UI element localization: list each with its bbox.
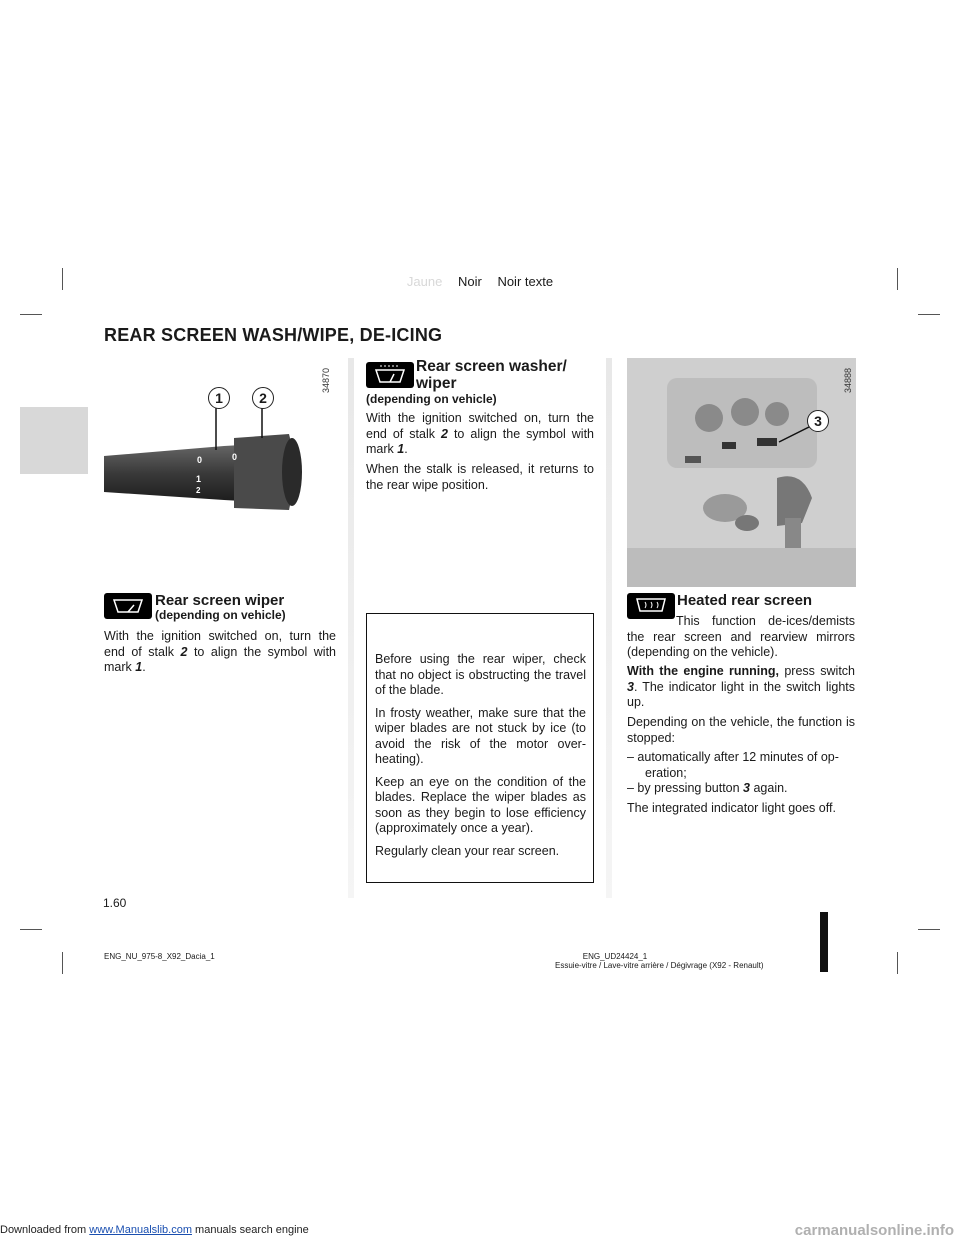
- column-separator: [348, 358, 354, 898]
- rear-washer-paragraph-1: With the ignition switched on, turn the end of stalk 2 to align the symbol with mark 1.: [366, 411, 594, 456]
- rear-wiper-paragraph: With the ignition switched on, turn the end of stalk 2 to align the symbol with mark 1.: [104, 629, 336, 674]
- color-label-noir: Noir: [457, 274, 482, 289]
- thumb-index-bar: [820, 912, 828, 972]
- rear-washer-symbol: [366, 362, 414, 388]
- rear-washer-subheading: (depending on vehicle): [366, 392, 497, 406]
- stalk-mark-2: 2: [196, 486, 201, 495]
- crop-mark: [897, 952, 898, 974]
- note-paragraph-3: Keep an eye on the condition of the blades. Replace the wiper blades as soon as they begin to lose efficiency (approximately once a year).: [375, 774, 586, 835]
- footer-section-desc: Essuie-vitre / Lave-vitre arrière / Dégivrage (X92 - Renault): [555, 961, 764, 970]
- note-paragraph-2: In frosty weather, make sure that the wiper blades are not stuck by ice (to avoid the risk of the motor over-heating).: [375, 705, 586, 766]
- footer-section-id: ENG_UD24424_1: [582, 952, 648, 961]
- heated-paragraph-3: Depending on the vehicle, the function is stopped:: [627, 715, 855, 745]
- crop-mark: [918, 929, 940, 930]
- stalk-mark-0: 0: [197, 455, 203, 465]
- dashboard-photo: [627, 358, 856, 587]
- page-number: 1.60: [103, 896, 127, 910]
- crop-mark: [20, 929, 42, 930]
- watermark: carmanualsonline.info: [794, 1222, 954, 1239]
- heated-paragraph-4: The integrated indicator light goes off.: [627, 801, 836, 815]
- manualslib-link[interactable]: www.Manualslib.com: [89, 1224, 192, 1236]
- footer-section-code: [555, 952, 764, 970]
- stalk-mark-1: 1: [196, 474, 202, 484]
- heated-paragraph-2: With the engine running, press switch 3. The indicator light in the switch lights up.: [627, 664, 855, 709]
- print-color-labels: [0, 274, 960, 289]
- download-footer: Downloaded from www.Manualslib.com manuals search engine: [0, 1224, 309, 1236]
- callout-1: 1: [208, 387, 230, 409]
- rear-washer-heading: Rear screen washer/ wiper: [416, 358, 567, 392]
- rear-wiper-subheading: (depending on vehicle): [155, 608, 286, 622]
- heated-rear-screen-heading: Heated rear screen: [677, 592, 813, 609]
- callout-2: 2: [252, 387, 274, 409]
- crop-mark: [918, 314, 940, 315]
- dashboard-drawing: [627, 358, 856, 587]
- column-separator: [606, 358, 612, 898]
- note-paragraph-4: Regularly clean your rear screen.: [375, 843, 560, 858]
- photo-id-right: 34888: [843, 367, 853, 393]
- crop-mark: [20, 314, 42, 315]
- rear-wiper-symbol: [104, 593, 152, 619]
- callout-3: 3: [807, 410, 829, 432]
- warning-note-box: [366, 613, 594, 883]
- rear-wiper-heading: Rear screen wiper: [155, 592, 285, 609]
- heated-intro-paragraph: This function de-ices/demists the rear screen and rearview mirrors (depending on the vehicle).: [627, 614, 855, 659]
- crop-mark: [62, 952, 63, 974]
- photo-id-left: 34870: [321, 367, 331, 393]
- stalk-mark-0b: 0: [232, 452, 238, 462]
- rear-wiper-icon: [104, 593, 152, 619]
- note-paragraph-1: Before using the rear wiper, check that no object is obstructing the travel of the blade.: [375, 652, 586, 697]
- color-label-jaune: Jaune: [406, 274, 443, 289]
- footer-doc-code: ENG_NU_975-8_X92_Dacia_1: [104, 952, 215, 961]
- rear-washer-icon: [366, 362, 414, 388]
- section-tab: [20, 407, 88, 474]
- color-label-noir-texte: Noir texte: [497, 274, 554, 289]
- list-item: – automatically after 12 minutes of op-eration;: [627, 750, 839, 780]
- rear-washer-paragraph-2: When the stalk is released, it returns to the rear wipe position.: [366, 462, 594, 492]
- heated-stop-list: [627, 750, 855, 797]
- page-title: REAR SCREEN WASH/WIPE, DE-ICING: [104, 325, 443, 345]
- list-item: – by pressing button 3 again.: [627, 781, 788, 795]
